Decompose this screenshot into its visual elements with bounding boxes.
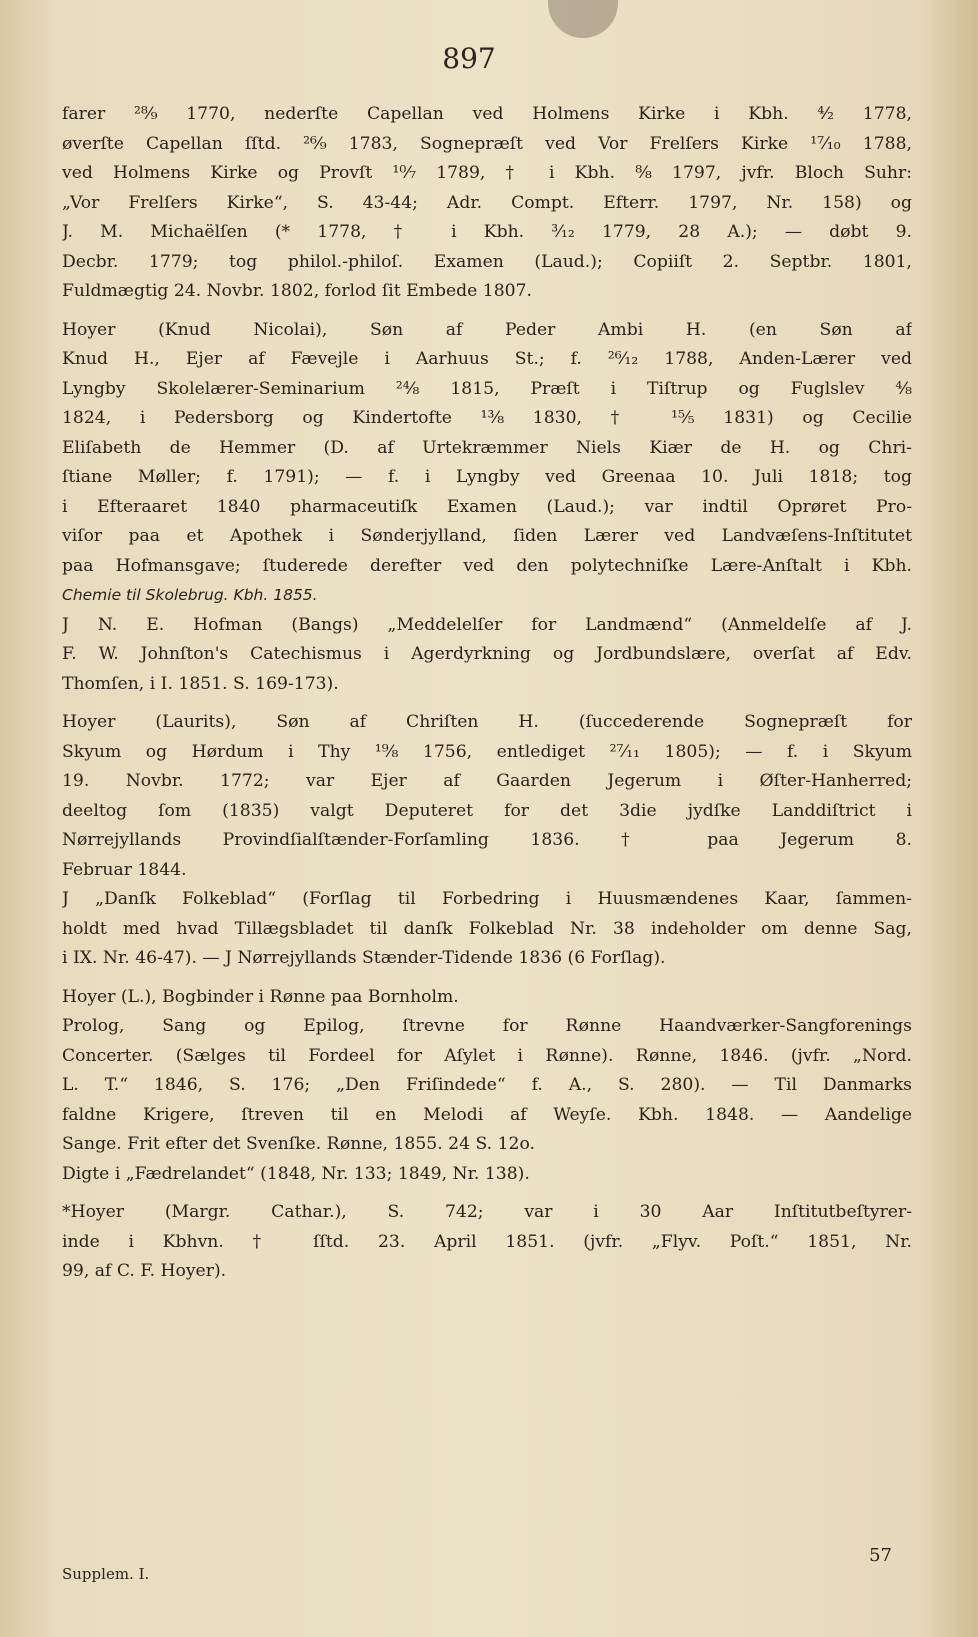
text-line: faldne Krigere, ſtreven til en Melodi af Weyſe. Kbh. 1848. — Aandelige [62, 1104, 912, 1125]
text-line: J N. E. Hofman (Bangs) „Meddelelſer for Landmænd“ (Anmeldelſe af J. [62, 614, 912, 635]
text-line: Decbr. 1779; tog philol.-philoſ. Examen (Laud.); Copiiſt 2. Septbr. 1801, [62, 251, 912, 272]
text-line: holdt med hvad Tillægsbladet til danſk Folkeblad Nr. 38 indeholder om denne Sag, [62, 918, 912, 939]
entry-heading-line: Hoyer (Knud Nicolai), Søn af Peder Ambi H. (en Søn af [62, 319, 912, 340]
paragraph-gap [62, 1189, 912, 1198]
text-line: „Vor Frelſers Kirke“, S. 43-44; Adr. Compt. Efterr. 1797, Nr. 158) og [62, 192, 912, 213]
paragraph-gap [62, 307, 912, 316]
text-line: F. W. Johnſton's Catechismus i Agerdyrkning og Jordbundslære, overſat af Edv. [62, 644, 912, 664]
text-line: Thomſen, i I. 1851. S. 169-173). [62, 673, 339, 694]
text-line: Digte i „Fædrelandet“ (1848, Nr. 133; 1849, Nr. 138). [62, 1163, 530, 1184]
text-line: Fuldmægtig 24. Novbr. 1802, forlod ſit Embede 1807. [62, 281, 532, 301]
text-line: farer ²⁸⁄₉ 1770, nederſte Capellan ved Holmens Kirke i Kbh. ⁴⁄₂ 1778, [62, 104, 912, 124]
text-line: Eliſabeth de Hemmer (D. af Urtekræmmer Niels Kiær de H. og Chri- [62, 437, 912, 458]
text-line: Lyngby Skolelærer-Seminarium ²⁴⁄₈ 1815, Præſt i Tiſtrup og Fuglslev ⁴⁄₈ [62, 378, 912, 399]
text-line: i Efteraaret 1840 pharmaceutiſk Examen (Laud.); var indtil Oprøret Pro- [62, 496, 912, 517]
text-line: inde i Kbhvn. † ſſtd. 23. April 1851. (jvfr. „Flyv. Poſt.“ 1851, Nr. [62, 1231, 912, 1252]
text-line: L. T.“ 1846, S. 176; „Den Friſindede“ f. A., S. 280). — Til Danmarks [62, 1075, 912, 1095]
text-line: deeltog ſom (1835) valgt Deputeret for det 3die jydſke Landdiſtrict i [62, 800, 912, 821]
text-line: ved Holmens Kirke og Provſt ¹⁰⁄₇ 1789, † i Kbh. ⁸⁄₈ 1797, jvfr. Bloch Suhr: [62, 163, 912, 183]
text-line: Prolog, Sang og Epilog, ſtrevne for Rønne Haandværker-Sangforenings [62, 1016, 912, 1036]
page-tab-mark [548, 0, 618, 38]
text-line: viſor paa et Apothek i Sønderjylland, ſiden Lærer ved Landvæſens-Inſtitutet [62, 526, 912, 546]
paragraph-gap [62, 974, 912, 983]
text-line: 19. Novbr. 1772; var Ejer af Gaarden Jegerum i Øſter-Hanherred; [62, 771, 912, 791]
entry-heading-line: Hoyer (L.), Bogbinder i Rønne paa Bornholm. [62, 986, 459, 1007]
text-line: paa Hofmansgave; ſtuderede derefter ved den polytechniſke Lære-Anſtalt i Kbh. [62, 555, 912, 576]
text-line: i IX. Nr. 46-47). — J Nørrejyllands Stænder-Tidende 1836 (6 Forſlag). [62, 948, 666, 968]
text-line: Chemie til Skolebrug. Kbh. 1855. [62, 586, 318, 604]
text-line: 99, af C. F. Hoyer). [62, 1261, 227, 1281]
paragraph-gap [62, 699, 912, 708]
text-line: J. M. Michaëlſen (* 1778, † i Kbh. ³⁄₁₂ 1779, 28 A.); — døbt 9. [62, 222, 912, 242]
page-number: 897 [442, 42, 496, 75]
page-footer [62, 1545, 892, 1625]
text-line: ſtiane Møller; f. 1791); — f. i Lyngby ved Greenaa 10. Juli 1818; tog [62, 467, 912, 487]
text-line: Nørrejyllands Provindſialſtænder-Forſamling 1836. † paa Jegerum 8. [62, 830, 912, 850]
text-line: Februar 1844. [62, 859, 187, 880]
text-line: Concerter. (Sælges til Fordeel for Aſylet i Rønne). Rønne, 1846. (jvfr. „Nord. [62, 1045, 912, 1066]
page-body [62, 100, 912, 1287]
entry-heading-line: *Hoyer (Margr. Cathar.), S. 742; var i 30 Aar Inſtitutbeſtyrer- [62, 1202, 912, 1222]
text-line: øverſte Capellan ſſtd. ²⁶⁄₉ 1783, Sognepræſt ved Vor Frelſers Kirke ¹⁷⁄₁₀ 1788, [62, 133, 912, 154]
text-line: 1824, i Pedersborg og Kindertofte ¹³⁄₈ 1830, † ¹⁵⁄₅ 1831) og Cecilie [62, 408, 912, 428]
entry-heading-line: Hoyer (Laurits), Søn af Chriſten H. (ſuccederende Sognepræſt for [62, 712, 912, 732]
text-line: Knud H., Ejer af Fævejle i Aarhuus St.; f. ²⁶⁄₁₂ 1788, Anden-Lærer ved [62, 349, 912, 369]
text-line: Sange. Frit efter det Svenſke. Rønne, 1855. 24 S. 12o. [62, 1134, 535, 1154]
signature-mark: Supplem. I. [62, 1565, 150, 1583]
text-line: Skyum og Hørdum i Thy ¹⁹⁄₈ 1756, entlediget ²⁷⁄₁₁ 1805); — f. i Skyum [62, 741, 912, 762]
text-line: J „Danſk Folkeblad“ (Forſlag til Forbedring i Huusmændenes Kaar, ſammen- [62, 889, 912, 909]
leaf-number: 57 [869, 1545, 892, 1566]
